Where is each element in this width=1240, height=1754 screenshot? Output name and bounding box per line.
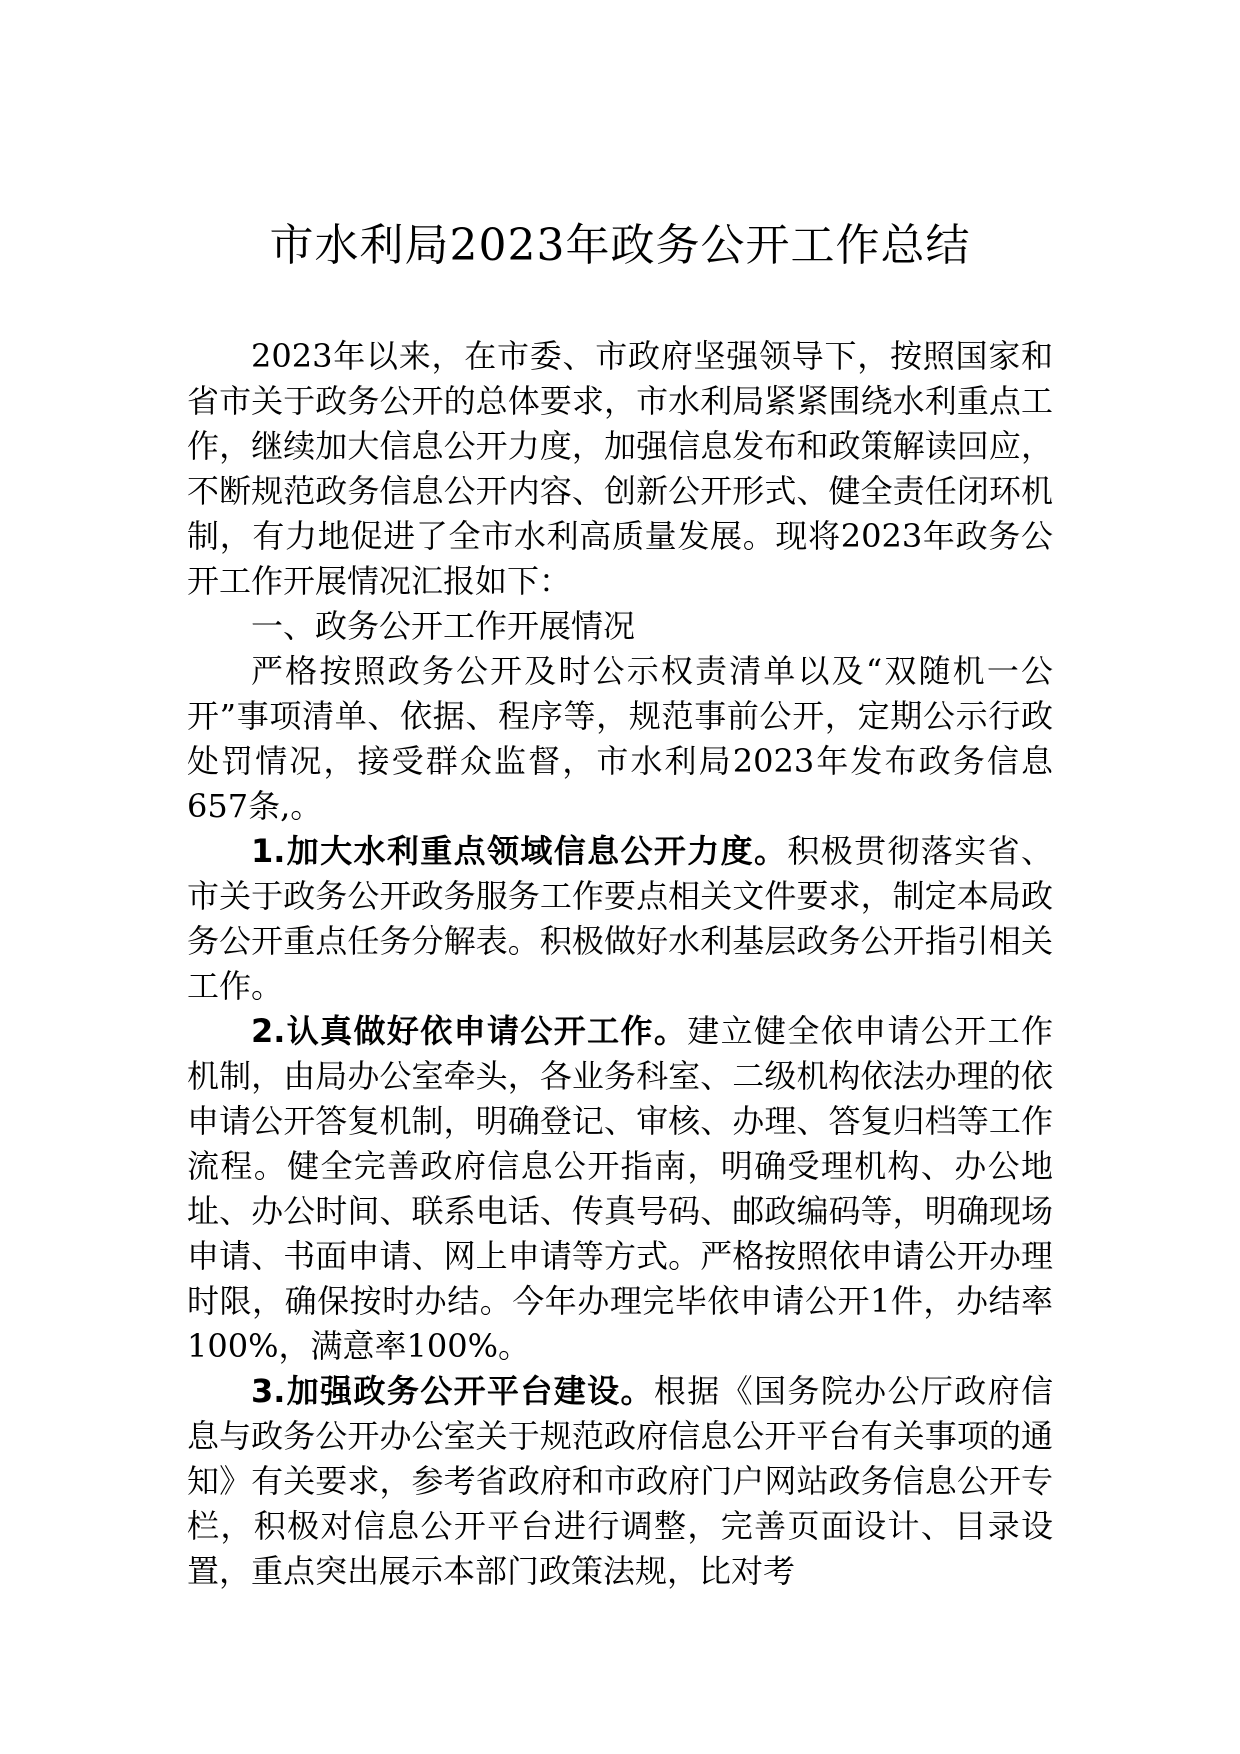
document-title: 市水利局2023年政务公开工作总结: [269, 220, 971, 271]
section-heading-text: 一、政务公开工作开展情况: [251, 607, 636, 645]
section-heading: [187, 604, 1053, 649]
item-3-heading: 3.加强政务公开平台建设。: [251, 1372, 654, 1410]
intro-paragraph: [187, 334, 1053, 604]
item-3-text: 根据《国务院办公厅政府信息与政务公开办公室关于规范政府信息公开平台有关事项的通知》有关要求，参考省政府和市政府门户网站政务信息公开专栏，积极对信息公开平台进行调整，完善页面设计、目录设置，重点突出展示本部门政策法规，比对考: [187, 1372, 1053, 1590]
item-1-text: 积极贯彻落实省、市关于政务公开政务服务工作要点相关文件要求，制定本局政务公开重点任务分解表。积极做好水利基层政务公开指引相关工作。: [187, 832, 1053, 1005]
item-2-heading: 2.认真做好依申请公开工作。: [251, 1012, 688, 1050]
item-1-heading: 1.加大水利重点领域信息公开力度。: [251, 832, 788, 870]
item-2-paragraph: [187, 1009, 1053, 1369]
item-1-paragraph: [187, 829, 1053, 1009]
intro-text: 2023年以来，在市委、市政府坚强领导下，按照国家和省市关于政务公开的总体要求，市水利局紧紧围绕水利重点工作，继续加大信息公开力度，加强信息发布和政策解读回应，不断规范政务信息公开内容、创新公开形式、健全责任闭环机制，有力地促进了全市水利高质量发展。现将2023年政务公开工作开展情况汇报如下：: [187, 337, 1053, 600]
document-body: [187, 334, 1053, 1594]
section-paragraph-text: 严格按照政务公开及时公示权责清单以及“双随机一公开”事项清单、依据、程序等，规范事前公开，定期公示行政处罚情况，接受群众监督，市水利局2023年发布政务信息657条,。: [187, 652, 1053, 825]
item-2-text: 建立健全依申请公开工作机制，由局办公室牵头，各业务科室、二级机构依法办理的依申请公开答复机制，明确登记、审核、办理、答复归档等工作流程。健全完善政府信息公开指南，明确受理机构、办公地址、办公时间、联系电话、传真号码、邮政编码等，明确现场申请、书面申请、网上申请等方式。严格按照依申请公开办理时限，确保按时办结。今年办理完毕依申请公开1件，办结率100%，满意率100%。: [187, 1012, 1053, 1365]
item-3-paragraph: [187, 1369, 1053, 1594]
section-paragraph: [187, 649, 1053, 829]
